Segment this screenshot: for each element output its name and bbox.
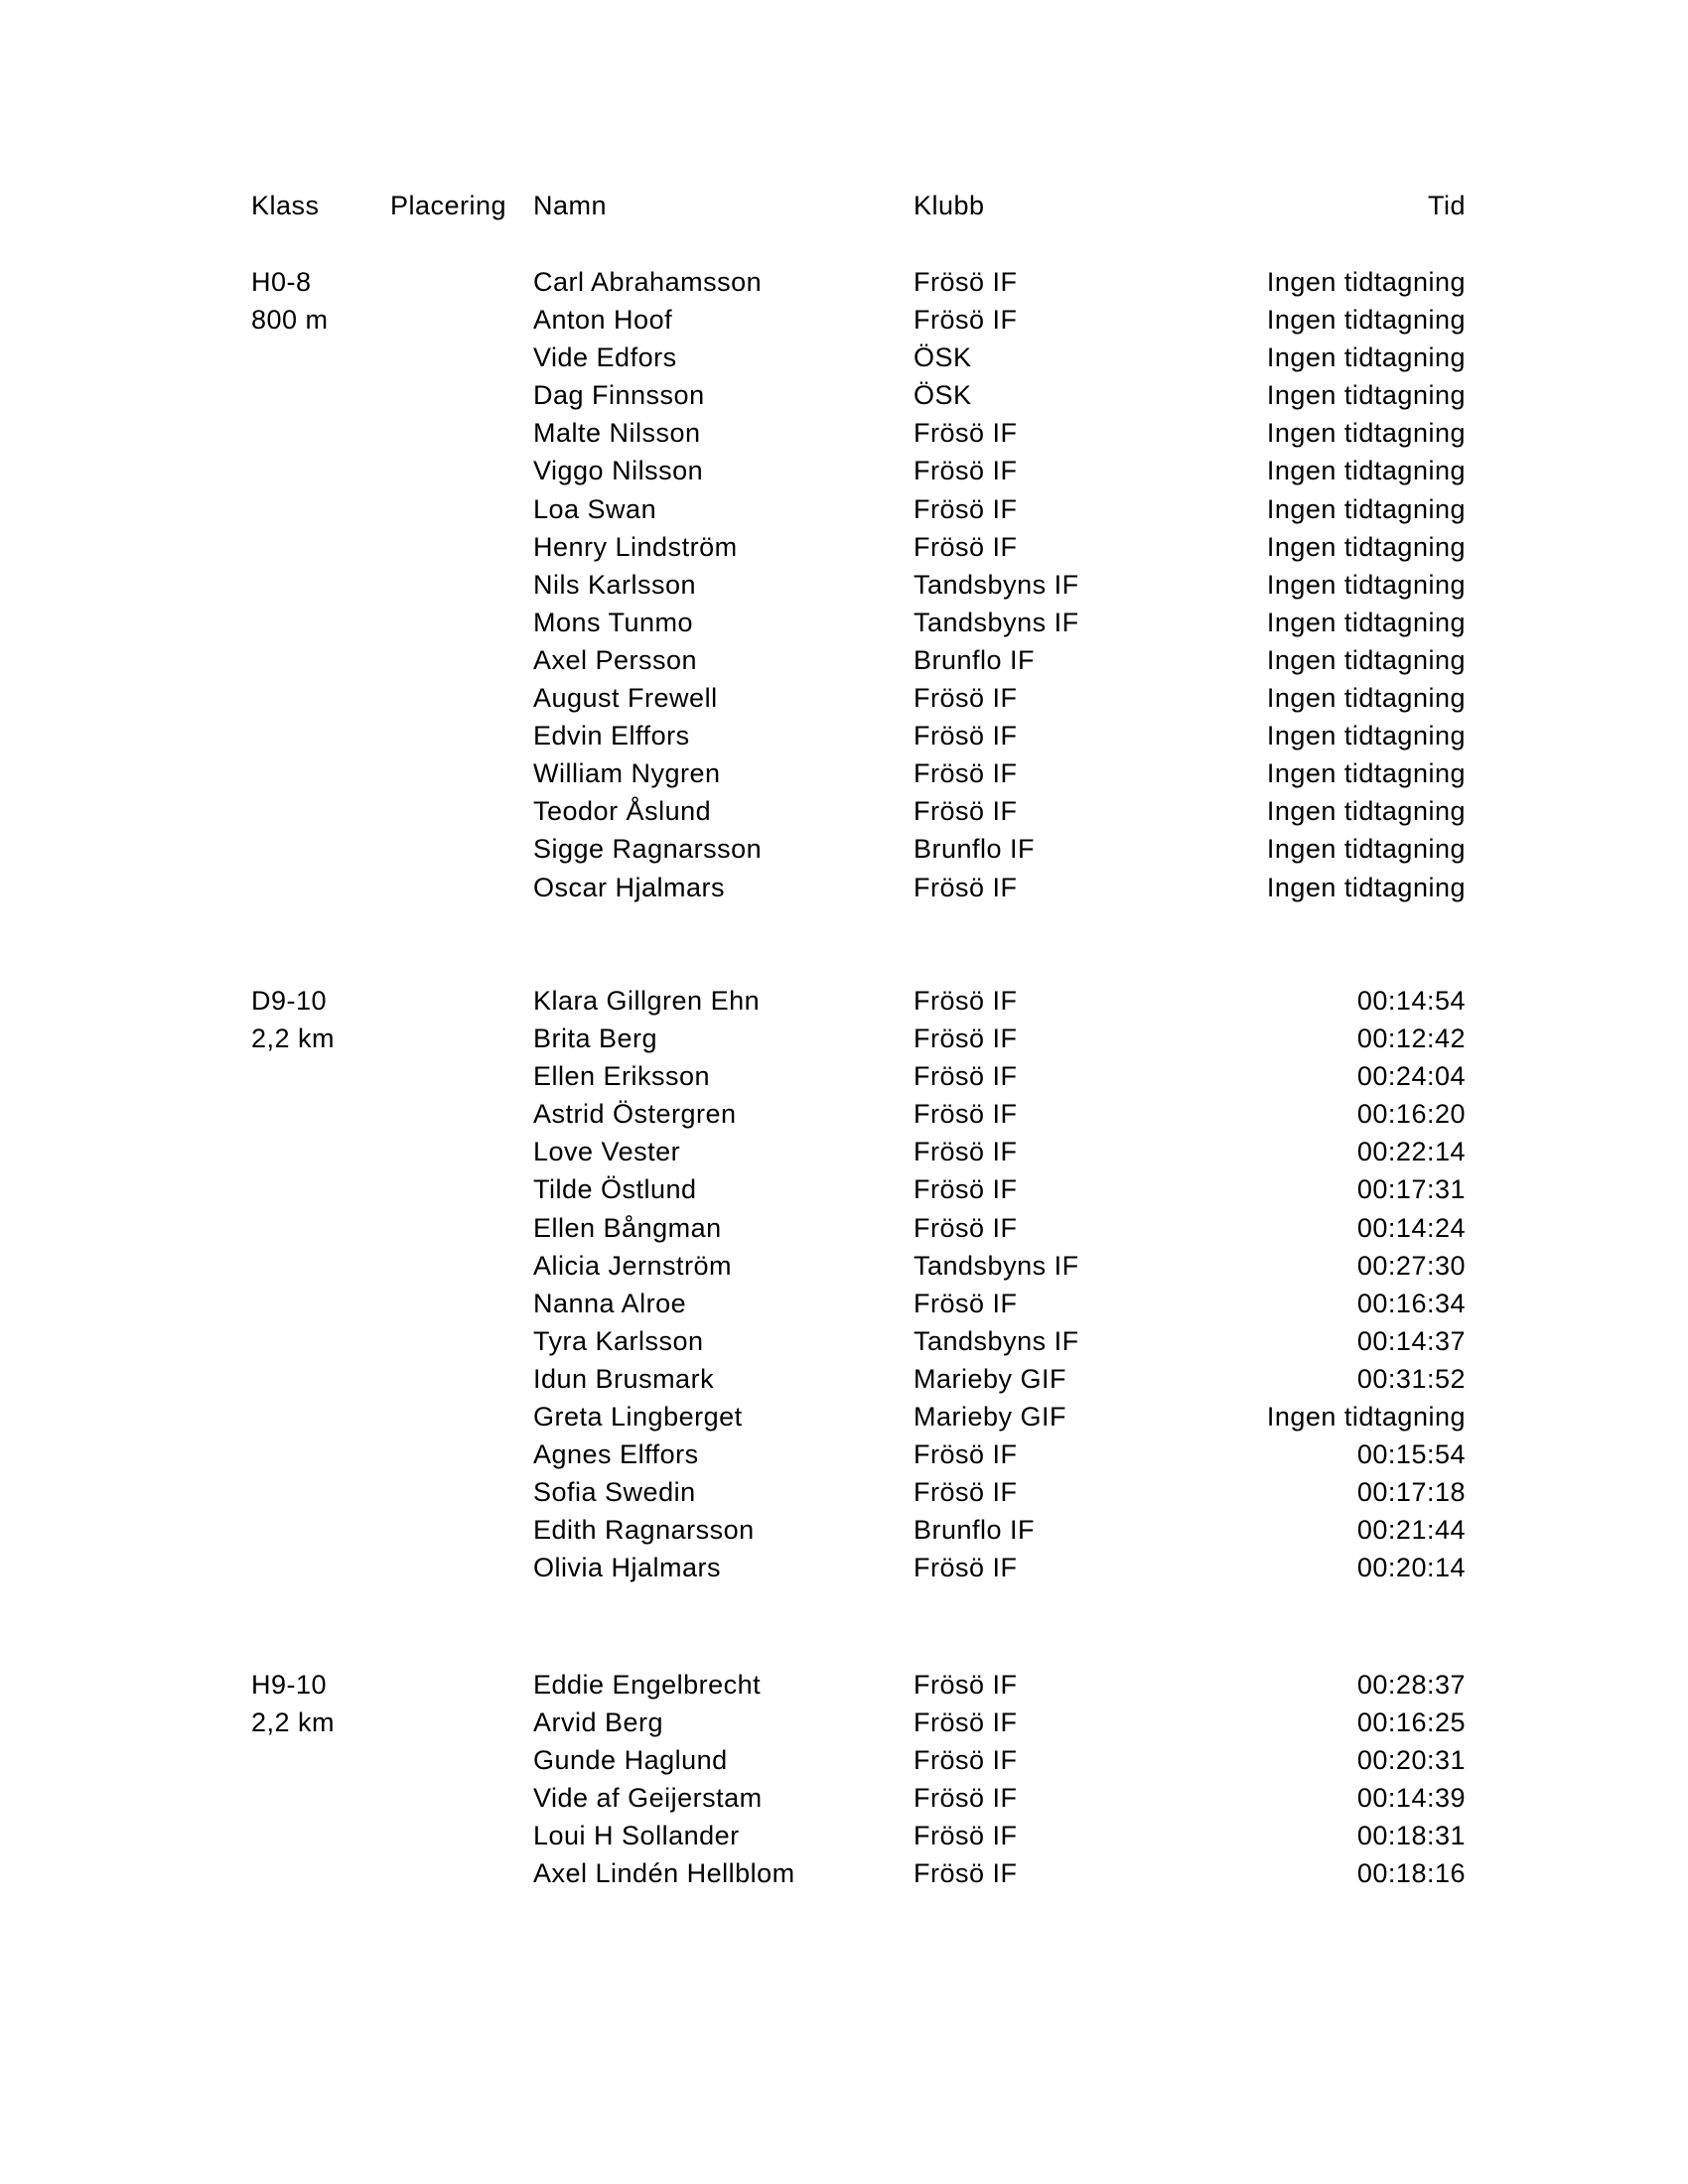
class-group-d9-10	[0, 982, 1688, 1587]
result-row	[0, 1247, 1688, 1285]
runner-name: Malte Nilsson	[533, 418, 701, 449]
result-row	[0, 1322, 1688, 1360]
club-name: Frösö IF	[914, 758, 1018, 789]
club-name: Frösö IF	[914, 1553, 1018, 1583]
time-value: Ingen tidtagning	[1266, 796, 1466, 827]
time-value: Ingen tidtagning	[1266, 380, 1466, 411]
runner-name: Alicia Jernström	[533, 1250, 733, 1281]
result-row	[0, 1549, 1688, 1586]
club-name: Frösö IF	[914, 1099, 1018, 1130]
result-row	[0, 1473, 1688, 1511]
time-value: Ingen tidtagning	[1266, 683, 1466, 714]
result-row	[0, 754, 1688, 792]
runner-name: Oscar Hjalmars	[533, 872, 726, 902]
result-row	[0, 1020, 1688, 1057]
runner-name: Idun Brusmark	[533, 1363, 715, 1394]
runner-name: Axel Persson	[533, 644, 698, 675]
club-name: Frösö IF	[914, 1137, 1018, 1167]
time-value: Ingen tidtagning	[1266, 456, 1466, 486]
time-value: Ingen tidtagning	[1266, 531, 1466, 562]
result-row	[0, 301, 1688, 339]
time-value: 00:24:04	[1356, 1061, 1466, 1092]
runner-name: Eddie Engelbrecht	[533, 1670, 762, 1700]
club-name: Frösö IF	[914, 1707, 1018, 1738]
runner-name: Anton Hoof	[533, 305, 673, 336]
time-value: Ingen tidtagning	[1266, 342, 1466, 373]
time-value: Ingen tidtagning	[1266, 305, 1466, 336]
table-header-row	[0, 187, 1688, 224]
runner-name: August Frewell	[533, 683, 718, 714]
time-value: 00:14:37	[1356, 1325, 1466, 1356]
result-row	[0, 528, 1688, 566]
result-row	[0, 1854, 1688, 1892]
time-value: 00:31:52	[1356, 1363, 1466, 1394]
runner-name: Axel Lindén Hellblom	[533, 1858, 795, 1889]
group-klass-label: H9-10	[251, 1670, 328, 1700]
time-value: Ingen tidtagning	[1266, 834, 1466, 865]
runner-name: Henry Lindström	[533, 531, 738, 562]
header-tid: Tid	[1427, 191, 1466, 220]
club-name: Frösö IF	[914, 1670, 1018, 1700]
group-distance-label: 800 m	[251, 305, 329, 336]
time-value: 00:14:39	[1356, 1783, 1466, 1814]
time-value: Ingen tidtagning	[1266, 418, 1466, 449]
time-value: Ingen tidtagning	[1266, 721, 1466, 751]
club-name: Tandsbyns IF	[914, 569, 1079, 600]
club-name: Brunflo IF	[914, 1515, 1036, 1546]
header-klass: Klass	[251, 191, 320, 220]
result-row	[0, 1704, 1688, 1741]
group-distance-label: 2,2 km	[251, 1707, 336, 1738]
club-name: Frösö IF	[914, 493, 1018, 524]
time-value: Ingen tidtagning	[1266, 267, 1466, 297]
runner-name: Gunde Haglund	[533, 1745, 728, 1776]
time-value: 00:14:24	[1356, 1212, 1466, 1243]
runner-name: Olivia Hjalmars	[533, 1553, 722, 1583]
runner-name: Vide af Geijerstam	[533, 1783, 763, 1814]
club-name: Frösö IF	[914, 531, 1018, 562]
club-name: Frösö IF	[914, 1745, 1018, 1776]
time-value: Ingen tidtagning	[1266, 493, 1466, 524]
header-namn: Namn	[533, 191, 608, 220]
time-value: 00:14:54	[1356, 986, 1466, 1016]
group-klass-label: H0-8	[251, 267, 312, 297]
runner-name: Astrid Östergren	[533, 1099, 737, 1130]
club-name: Brunflo IF	[914, 644, 1036, 675]
time-value: 00:17:18	[1356, 1477, 1466, 1508]
header-placering: Placering	[390, 191, 507, 220]
time-value: Ingen tidtagning	[1266, 758, 1466, 789]
runner-name: Tyra Karlsson	[533, 1325, 704, 1356]
runner-name: Sigge Ragnarsson	[533, 834, 763, 865]
club-name: Frösö IF	[914, 1174, 1018, 1205]
club-name: Frösö IF	[914, 1024, 1018, 1054]
runner-name: Edith Ragnarsson	[533, 1515, 755, 1546]
runner-name: Edvin Elffors	[533, 721, 690, 751]
time-value: 00:21:44	[1356, 1515, 1466, 1546]
club-name: Frösö IF	[914, 1061, 1018, 1092]
time-value: 00:18:31	[1356, 1821, 1466, 1851]
runner-name: William Nygren	[533, 758, 721, 789]
result-row	[0, 452, 1688, 489]
club-name: Brunflo IF	[914, 834, 1036, 865]
time-value: Ingen tidtagning	[1266, 569, 1466, 600]
result-row	[0, 1817, 1688, 1854]
club-name: Frösö IF	[914, 267, 1018, 297]
club-name: Frösö IF	[914, 683, 1018, 714]
time-value: 00:18:16	[1356, 1858, 1466, 1889]
result-row	[0, 1133, 1688, 1170]
runner-name: Vide Edfors	[533, 342, 677, 373]
result-row	[0, 1666, 1688, 1704]
club-name: ÖSK	[914, 342, 972, 373]
runner-name: Nanna Alroe	[533, 1288, 687, 1318]
time-value: 00:16:25	[1356, 1707, 1466, 1738]
club-name: Frösö IF	[914, 986, 1018, 1016]
result-row	[0, 376, 1688, 414]
club-name: Tandsbyns IF	[914, 607, 1079, 637]
result-row	[0, 339, 1688, 376]
runner-name: Teodor Åslund	[533, 796, 712, 827]
group-klass-label: D9-10	[251, 986, 328, 1016]
time-value: Ingen tidtagning	[1266, 607, 1466, 637]
result-row	[0, 1741, 1688, 1779]
club-name: Frösö IF	[914, 1288, 1018, 1318]
result-row	[0, 1285, 1688, 1322]
club-name: Frösö IF	[914, 1477, 1018, 1508]
club-name: Frösö IF	[914, 796, 1018, 827]
class-group-h9-10	[0, 1666, 1688, 1893]
time-value: 00:16:34	[1356, 1288, 1466, 1318]
club-name: Frösö IF	[914, 305, 1018, 336]
runner-name: Tilde Östlund	[533, 1174, 697, 1205]
time-value: 00:12:42	[1356, 1024, 1466, 1054]
result-row	[0, 1095, 1688, 1133]
runner-name: Sofia Swedin	[533, 1477, 696, 1508]
club-name: Marieby GIF	[914, 1363, 1067, 1394]
result-row	[0, 1435, 1688, 1473]
result-row	[0, 263, 1688, 301]
runner-name: Loa Swan	[533, 493, 657, 524]
result-row	[0, 566, 1688, 604]
runner-name: Viggo Nilsson	[533, 456, 704, 486]
club-name: Frösö IF	[914, 1783, 1018, 1814]
time-value: 00:28:37	[1356, 1670, 1466, 1700]
club-name: Frösö IF	[914, 456, 1018, 486]
time-value: Ingen tidtagning	[1266, 644, 1466, 675]
club-name: Frösö IF	[914, 418, 1018, 449]
result-row	[0, 679, 1688, 717]
runner-name: Agnes Elffors	[533, 1439, 699, 1470]
result-row	[0, 1057, 1688, 1095]
time-value: Ingen tidtagning	[1266, 872, 1466, 902]
club-name: Tandsbyns IF	[914, 1250, 1079, 1281]
result-row	[0, 1398, 1688, 1435]
club-name: Frösö IF	[914, 721, 1018, 751]
time-value: 00:17:31	[1356, 1174, 1466, 1205]
group-distance-label: 2,2 km	[251, 1024, 336, 1054]
club-name: Frösö IF	[914, 1858, 1018, 1889]
result-row	[0, 1511, 1688, 1549]
runner-name: Ellen Bångman	[533, 1212, 722, 1243]
runner-name: Arvid Berg	[533, 1707, 664, 1738]
result-row	[0, 1170, 1688, 1208]
club-name: Tandsbyns IF	[914, 1325, 1079, 1356]
time-value: 00:22:14	[1356, 1137, 1466, 1167]
result-row	[0, 490, 1688, 528]
result-row	[0, 641, 1688, 679]
runner-name: Brita Berg	[533, 1024, 658, 1054]
runner-name: Carl Abrahamsson	[533, 267, 763, 297]
time-value: 00:20:14	[1356, 1553, 1466, 1583]
class-group-h0-8	[0, 263, 1688, 906]
time-value: 00:27:30	[1356, 1250, 1466, 1281]
time-value: 00:15:54	[1356, 1439, 1466, 1470]
runner-name: Nils Karlsson	[533, 569, 697, 600]
result-row	[0, 1779, 1688, 1817]
result-row	[0, 1360, 1688, 1398]
header-klubb: Klubb	[914, 191, 985, 220]
result-row	[0, 830, 1688, 868]
runner-name: Dag Finnsson	[533, 380, 705, 411]
result-row	[0, 792, 1688, 830]
club-name: Marieby GIF	[914, 1402, 1067, 1433]
result-row	[0, 982, 1688, 1020]
club-name: Frösö IF	[914, 872, 1018, 902]
club-name: Frösö IF	[914, 1821, 1018, 1851]
result-row	[0, 869, 1688, 906]
runner-name: Love Vester	[533, 1137, 681, 1167]
time-value: 00:16:20	[1356, 1099, 1466, 1130]
runner-name: Klara Gillgren Ehn	[533, 986, 761, 1016]
club-name: Frösö IF	[914, 1212, 1018, 1243]
runner-name: Mons Tunmo	[533, 607, 694, 637]
runner-name: Greta Lingberget	[533, 1402, 743, 1433]
club-name: Frösö IF	[914, 1439, 1018, 1470]
result-row	[0, 1209, 1688, 1247]
time-value: 00:20:31	[1356, 1745, 1466, 1776]
result-row	[0, 414, 1688, 452]
runner-name: Loui H Sollander	[533, 1821, 740, 1851]
time-value: Ingen tidtagning	[1266, 1402, 1466, 1433]
result-row	[0, 604, 1688, 641]
result-row	[0, 717, 1688, 754]
club-name: ÖSK	[914, 380, 972, 411]
runner-name: Ellen Eriksson	[533, 1061, 711, 1092]
